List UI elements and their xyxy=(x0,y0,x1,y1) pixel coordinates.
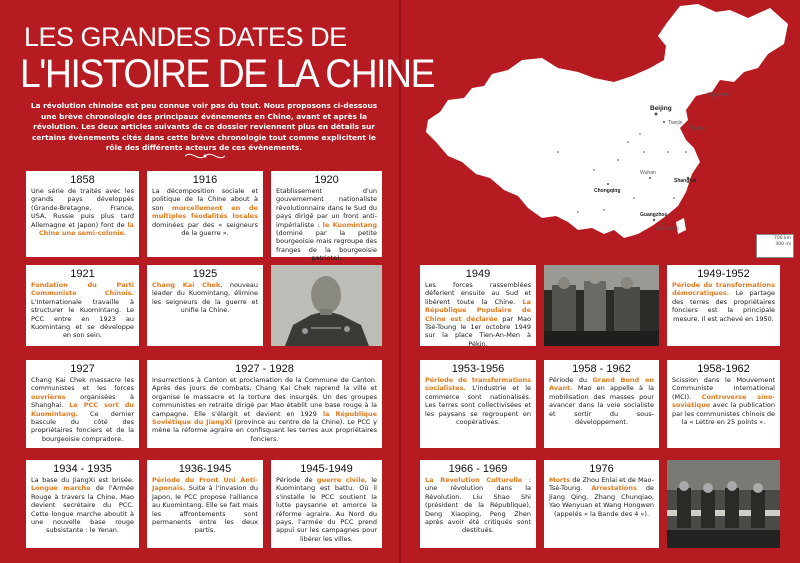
event-card xyxy=(271,460,382,548)
event-year: 1976 xyxy=(589,463,614,475)
event-text: , nouveau leader du Kuomintang, élimine les seigneurs de la guerre et unifie la Chine. xyxy=(152,281,259,315)
event-text: avec la publication par les communistes chinois de la « Lettre en 25 points ». xyxy=(672,401,775,427)
event-description xyxy=(425,281,531,348)
title-line-1: LES GRANDES DATES DE xyxy=(24,22,347,52)
event-card xyxy=(271,171,382,263)
city-shenzhen: Shenzhen xyxy=(656,226,679,232)
event-year: 1966 - 1969 xyxy=(448,463,508,475)
event-text: Suite à l'invasion du Japon, le PCC propose l'alliance au Kuomintang. Elle se fait mais les affrontements sont permanents entre les deux partis. xyxy=(152,484,258,535)
highlight-text: Morts xyxy=(549,476,571,484)
event-text: Le partage des terres des propriétaires fonciers est la principale mesure. Il est achevé en 1950. xyxy=(672,289,775,323)
event-description xyxy=(425,476,531,535)
event-year: 1920 xyxy=(314,174,339,186)
scale-km: 700 km xyxy=(773,236,791,241)
event-text: (dominé par la petite bourgeoisie mais regroupe des franges de la bourgeoisie patriote). xyxy=(276,229,377,263)
proclamation-1949-photo xyxy=(544,265,659,346)
event-card xyxy=(420,360,536,448)
event-card xyxy=(26,171,139,257)
event-year: 1949-1952 xyxy=(697,268,750,280)
event-year: 1927 - 1928 xyxy=(235,363,294,375)
ornament-divider xyxy=(180,150,230,162)
event-description xyxy=(152,376,377,443)
event-text: . xyxy=(124,229,127,238)
event-text: Mao en appelle à la mobilisation des masses pour avancer dans la voie socialiste et sortir du sous-développement. xyxy=(549,384,654,427)
event-text: L'industrie et le commerce sont nationalisés. Les terres sont collectivisées et les paysans se regroupent en coopératives. xyxy=(425,384,531,427)
event-card xyxy=(667,265,780,346)
event-year: 1953-1956 xyxy=(451,363,505,375)
event-year: 1958 - 1962 xyxy=(572,363,631,375)
event-year: 1925 xyxy=(192,268,218,280)
city-dalian: Dalian xyxy=(692,126,707,132)
event-text: de Jiang Qing, Zhang Chunqiao, Yao Wenyuan et Wang Hongwen (appelés « la Bande des 4 »). xyxy=(549,484,654,518)
event-text: Période du xyxy=(549,376,593,384)
event-card xyxy=(147,265,263,346)
event-text: La base du JiangXi est brisée. xyxy=(31,476,134,484)
event-text: Les forces rassemblées déferlent ensuite au Sud et libèrent toute la Chine. xyxy=(425,281,531,306)
highlight-text: Longue marche xyxy=(31,484,91,493)
event-card xyxy=(26,265,139,346)
highlight-text: le Kuomintang xyxy=(322,220,377,229)
event-year: 1945-1949 xyxy=(300,463,353,475)
city-wuhan: Wuhan xyxy=(640,170,656,176)
event-text: Période de xyxy=(276,476,317,484)
event-description xyxy=(31,187,134,237)
event-description xyxy=(152,187,258,237)
scale-mi: 300 mi xyxy=(775,242,791,247)
event-description xyxy=(31,376,134,443)
event-text: Etablissement d'un gouvernement nationaliste révolutionnaire dans le Sud du pays dirigé par un front anti-impérialiste : xyxy=(276,187,377,229)
event-card xyxy=(667,360,780,448)
city-shenyang: Shenyang xyxy=(707,92,730,98)
highlight-text: Période de transformations démocratiques. xyxy=(672,281,775,298)
city-chongqing: Chongqing xyxy=(594,188,621,194)
event-description xyxy=(31,476,134,535)
event-text: La décomposition sociale et politique de la Chine about à son xyxy=(152,187,258,212)
city-tianjin: Tianjin xyxy=(668,120,683,126)
event-description xyxy=(276,476,377,543)
event-text: : une révolution dans la Révolution. Liu Shao Shi (président de la République), Deng Xiaoping, Peng Zhen après avoir été critiqués sont destitués. xyxy=(425,476,532,535)
event-year: 1916 xyxy=(192,174,218,186)
portrait-chang-kai-chek-photo xyxy=(271,265,382,346)
event-text: par Mao Tsé-Toung le 1er octobre 1949 sur la place Tien-An-Men à Pékin. xyxy=(425,314,532,348)
highlight-text: ouvrières xyxy=(31,392,66,401)
event-text: Ce dernier bascule du côté des propriétaires fonciers et de la bourgeoisie compradore. xyxy=(31,409,134,443)
event-text: (province au centre de la Chine). Le PCC y mène la réforme agraire en confisquant les terres aux propriétaires fonciers. xyxy=(152,418,378,443)
highlight-text: Arrestations xyxy=(591,484,637,493)
event-description xyxy=(152,281,258,315)
event-year: 1927 xyxy=(70,363,95,375)
city-shanghai: Shanghai xyxy=(674,178,697,184)
event-card xyxy=(544,360,659,448)
event-text: L'Internationale travaille à structurer le Kuomintang. Le PCC entre en 1923 au Kuomintang et se développe en son sein. xyxy=(31,297,134,340)
event-year: 1949 xyxy=(465,268,491,280)
event-card xyxy=(147,171,263,257)
event-year: 1858 xyxy=(70,174,95,186)
event-year: 1921 xyxy=(70,268,95,280)
event-year: 1934 - 1935 xyxy=(53,463,112,475)
event-card xyxy=(26,460,139,548)
event-description xyxy=(31,281,134,340)
event-text: de Zhou Enlai et de Mao-Tsé-Toung. xyxy=(549,476,654,493)
event-description xyxy=(276,187,377,263)
highlight-text: La Révolution Culturelle xyxy=(425,476,523,484)
highlight-text: morcellement en de multiples féodalités locales xyxy=(152,203,258,221)
event-card xyxy=(544,460,659,548)
event-text: , le Kuomintang est battu. Où il s'installe le PCC soutient la lutte paysanne et amorce la réforme agraire. Au Nord du pays, l'armée du PCC prend appui sur les campagnes pour libérer les villes. xyxy=(276,476,377,543)
event-card xyxy=(147,360,382,448)
intro-paragraph: La révolution chinoise est peu connue voir pas du tout. Nous proposons ci-dessous une brève chronologie des principaux événements en Chine, avant et après la révolution. Les deux articles suivants de ce dossier reviennent plus en détails sur certains évènements cités dans cette brève chronologie tout comme explicitent le rôle des différents acteurs de ces évènements. xyxy=(30,101,378,153)
highlight-text: Période du Front Uni Anti-Japonais. xyxy=(152,476,258,493)
city-beijing: Beijing xyxy=(650,105,672,112)
highlight-text: guerre civile xyxy=(316,476,365,484)
highlight-text: Grand Bond en Avant. xyxy=(549,376,654,393)
event-text: Insurrections à Canton et proclamation de la Commune de Canton. Après des jours de combats, Chang Kai Chek reprend la ville et organise le massacre et la torture des insurgés. Un des groupes communistes en retraite dirigé par Mao établit une base rouge à la campagne. Elle s'élargit et devient en 1929 xyxy=(152,376,377,418)
event-text: dominées par des « seigneurs de la guerre ». xyxy=(152,220,258,238)
event-description xyxy=(672,281,775,323)
highlight-text: Controverse sino-soviétique xyxy=(672,392,775,410)
highlight-text: Période de transformations socialistes. xyxy=(425,376,531,393)
highlight-text: Le PCC sort du Kuomintang. xyxy=(31,401,135,418)
event-text: Chang Kai Chek massacre les communistes et les forces xyxy=(31,376,134,393)
event-card xyxy=(147,460,263,548)
event-description xyxy=(425,376,531,426)
event-description xyxy=(549,376,654,426)
map-scale xyxy=(756,234,794,258)
title-line-2: L'HISTOIRE DE LA CHINE xyxy=(20,52,434,96)
highlight-text: La République Populaire de Chine est déclarée xyxy=(425,297,531,323)
event-description xyxy=(549,476,654,518)
highlight-text: la Chine une semi-colonie xyxy=(38,220,134,238)
event-year: 1936-1945 xyxy=(178,463,232,475)
event-year: 1958-1962 xyxy=(697,363,750,375)
highlight-text: Fondation du Parti Communiste Chinois. xyxy=(31,281,134,298)
event-text: organisées à Shanghai. xyxy=(31,392,134,410)
event-text: de l'Armée Rouge à travers la Chine. Mao devient secrétaire du PCC. Cette longue marche aboutit à une nouvelle base rouge subsistante : le Yenan. xyxy=(31,484,134,535)
event-card xyxy=(420,265,536,346)
bande-des-4-trial-photo xyxy=(667,460,780,548)
event-card xyxy=(26,360,139,448)
event-description xyxy=(152,476,258,535)
event-text: Scission dans le Mouvement Communiste International (MCI). xyxy=(672,376,775,401)
highlight-text: Chang Kai Chek xyxy=(152,281,221,289)
city-guangzhou: Guangzhou xyxy=(640,212,668,218)
event-card xyxy=(420,460,536,548)
event-description xyxy=(672,376,775,426)
highlight-text: la République Soviétique du JiangXi xyxy=(152,409,377,427)
event-text: Une série de traités avec les grands pays développés (Grande-Bretagne, France, USA, Russie puis plus tard Allemagne et Japon) font de xyxy=(31,187,134,229)
china-map xyxy=(418,2,798,252)
